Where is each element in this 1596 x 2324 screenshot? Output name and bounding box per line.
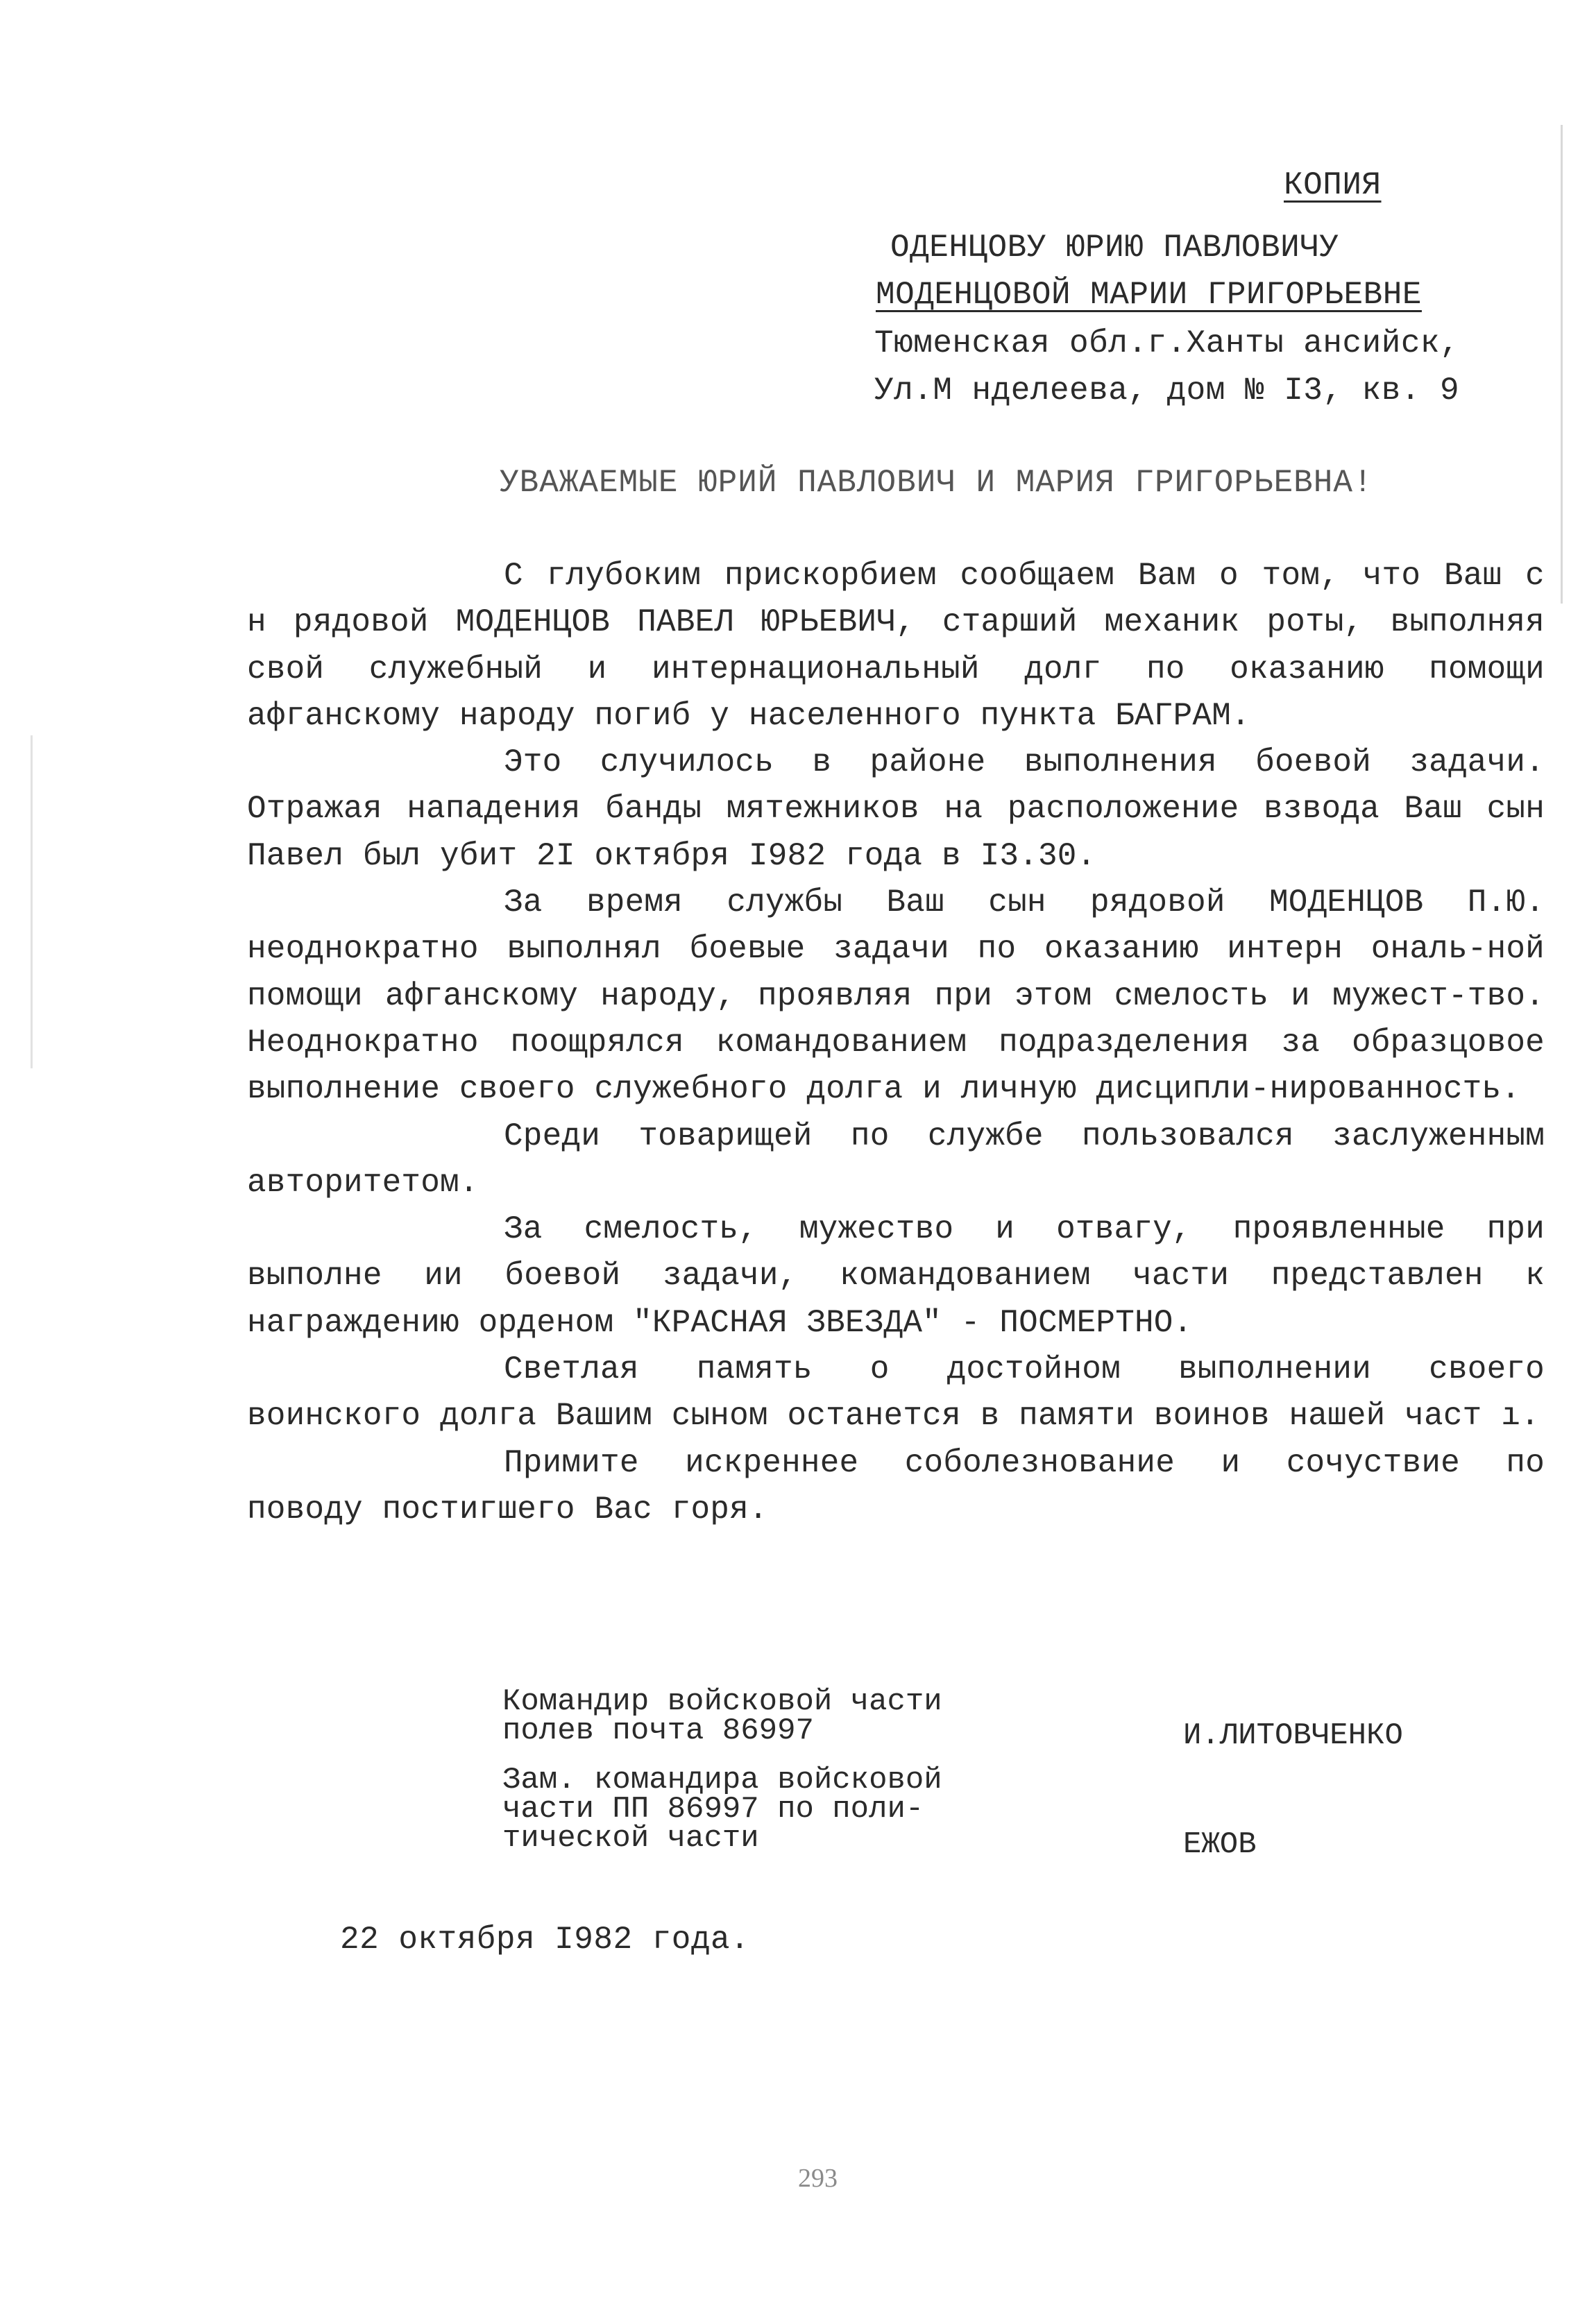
page-number: 293 <box>798 2164 838 2193</box>
copy-mark: КОПИЯ <box>1284 167 1382 203</box>
deputy-title: Зам. командира войсковой части ПП 86997 по поли- тической части <box>502 1763 942 1856</box>
addressee-mother: МОДЕНЦОВОЙ МАРИИ ГРИГОРЬЕВНЕ <box>876 277 1422 313</box>
address-line-2: Ул.М нделеева, дом № I3, кв. 9 <box>874 373 1460 409</box>
address-line-1: Тюменская обл.г.Ханты ансийск, <box>874 325 1460 361</box>
paragraph-memory: Светлая память о достойном выполнении своего воинского долга Вашим сыном останется в памяти воинов нашей част ı. <box>247 1351 1545 1435</box>
commander-title: Командир войсковой части полев почта 86997 <box>502 1684 942 1748</box>
scan-edge-right <box>1561 125 1563 604</box>
greeting: УВАЖАЕМЫЕ ЮРИЙ ПАВЛОВИЧ И МАРИЯ ГРИГОРЬЕВНА! <box>500 465 1373 501</box>
paragraph-authority: Среди товарищей по службе пользовался заслуженным авторитетом. <box>247 1118 1545 1201</box>
paragraph-notification: С глубоким прискорбием сообщаем Вам о том, что Ваш с н рядовой МОДЕНЦОВ ПАВЕЛ ЮРЬЕВИЧ, старший механик роты, выполняя свой служебный и интернациональный долг по оказанию помощи афганскому народу погиб у населенного пункта БАГРАМ. <box>247 558 1545 734</box>
paragraph-circumstances: Это случилось в районе выполнения боевой задачи. Отражая нападения банды мятежников на расположение взвода Ваш сын Павел был убит 2I октября I982 года в I3.30. <box>247 744 1545 874</box>
commander-name: И.ЛИТОВЧЕНКО <box>1183 1718 1403 1753</box>
letter-body <box>247 553 1545 1533</box>
scan-edge-left <box>31 735 33 1068</box>
paragraph-service: За время службы Ваш сын рядовой МОДЕНЦОВ П.Ю. неоднократно выполнял боевые задачи по оказанию интерн ональ-ной помощи афганскому народу, проявляя при этом смелость и мужест-тво. Неоднократно поощрялся командованием подразделения за образцовое выполнение своего служебного долга и личную дисципли-нированность. <box>247 885 1545 1108</box>
paragraph-award: За смелость, мужество и отвагу, проявленные при выполне ии боевой задачи, командованием части представлен к награждению орденом "КРАСНАЯ ЗВЕЗДА" - ПОСМЕРТНО. <box>247 1211 1545 1341</box>
addressee-father: ОДЕНЦОВУ ЮРИЮ ПАВЛОВИЧУ <box>890 230 1339 266</box>
paragraph-condolence: Примите искреннее соболезнование и сочуствие по поводу постигшего Вас горя. <box>247 1444 1545 1528</box>
letter-date: 22 октября I982 года. <box>340 1922 750 1958</box>
deputy-name: ЕЖОВ <box>1183 1827 1257 1862</box>
